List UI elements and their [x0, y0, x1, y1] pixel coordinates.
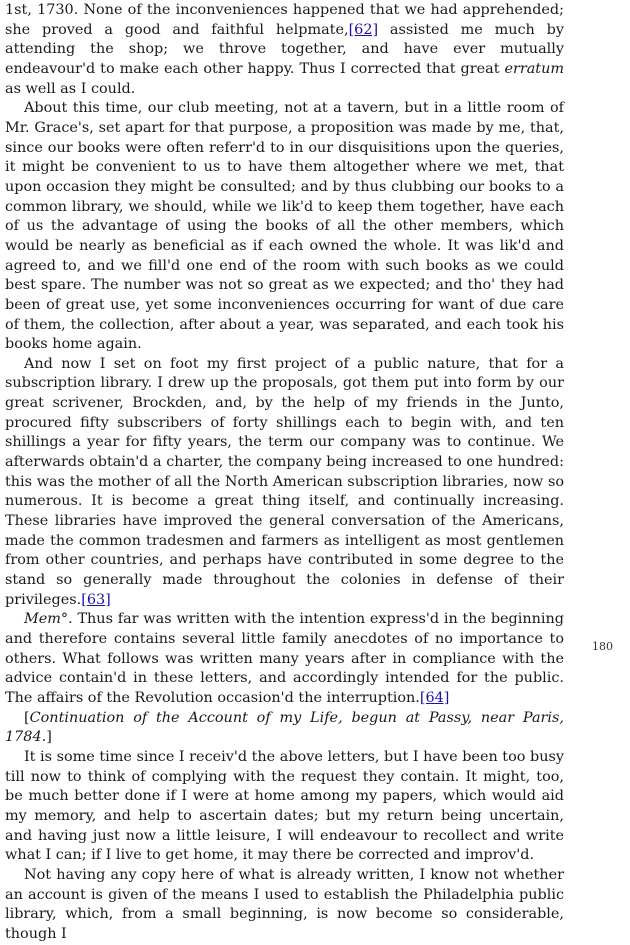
paragraph-text: And now I set on foot my first project of a public nature, that for a subscription library. I drew up the proposals, got them put into form by our great scrivener, Brockden, and, by the help of my friends in the Junto, procured fifty subscribers of forty shillings each to begin with, and ten shillings a year for fifty years, the term our company was to continue. We afterwards obtain'd a charter, the company being increased to one hundred: this was the mother of all the North American subscription libraries, now so numerous. It is become a great thing itself, and continually increasing. These libraries have improved the general conversation of the Americans, made the common tradesmen and farmers as intelligent as most gentlemen from other countries, and perhaps have contributed in some degree to the stand so generally made throughout the colonies in defense of their privileges. — [5, 355, 564, 608]
paragraph-no-copy — [5, 866, 564, 945]
paragraph-marriage-helpmate — [5, 1, 564, 99]
page-body — [5, 1, 564, 945]
paragraph-text: 1st, 1730. None of the inconveniences happened that we had apprehended; she proved a good and faithful helpmate, — [5, 2, 564, 38]
paragraph-received-letters — [5, 748, 564, 866]
footnote-link-63[interactable]: [63] — [81, 591, 111, 608]
paragraph-text: assisted me much by attending the shop; we throve together, and have ever mutually endeavour'd to make each other happy. Thus I corrected that great — [5, 21, 564, 77]
paragraph-text: It is some time since I receiv'd the above letters, but I have been too busy till now to think of complying with the request they contain. It might, too, be much better done if I were at home among my papers, which would aid my memory, and help to ascertain dates; but my return being uncertain, and having just now a little leisure, I will endeavour to recollect and write what I can; if I live to get home, it may there be corrected and improv'd. — [5, 748, 564, 864]
paragraph-text: Not having any copy here of what is already written, I know not whether an account is given of the means I used to establish the Philadelphia public library, which, from a small beginning, is now become so considerable, though I — [5, 866, 564, 942]
page-number: 180 — [592, 640, 613, 653]
paragraph-text: as well as I could. — [5, 80, 136, 97]
paragraph-text: Thus far was written with the intention express'd in the beginning and therefore contains several little family anecdotes of no importance to others. What follows was written many years after in compliance with the advice contain'd in these letters, and accordingly intended for the public. The affairs of the Revolution occasion'd the interruption. — [5, 611, 564, 706]
paragraph-continuation-heading — [5, 709, 564, 748]
paragraph-club-library — [5, 99, 564, 355]
footnote-link-62[interactable]: [62] — [348, 21, 379, 38]
emphasis-text: Mem°. — [24, 611, 73, 628]
bracket-open: [ — [24, 709, 30, 726]
paragraph-text: About this time, our club meeting, not at a tavern, but in a little room of Mr. Grace's, set apart for that purpose, a proposition was made by me, that, since our books were often referr'd to in our disquisitions upon the queries, it might be convenient to us to have them altogether where we met, that upon occasion they might be consulted; and by thus clubbing our books to a common library, we should, while we lik'd to keep them together, have each of us the advantage of using the books of all the other members, which would be nearly as beneficial as if each owned the whole. It was lik'd and agreed to, and we fill'd one end of the room with such books as we could best spare. The number was not so great as we expected; and tho' they had been of great use, yet some inconveniences occurring for want of due care of them, the collection, after about a year, was separated, and each took his books home again. — [5, 100, 564, 353]
emphasis-text: Continuation of the Account of my Life, begun at Passy, near Paris, 1784. — [5, 709, 564, 746]
footnote-link-64[interactable]: [64] — [419, 689, 450, 706]
emphasis-text: erratum — [504, 60, 564, 77]
paragraph-subscription-library — [5, 355, 564, 611]
paragraph-memo — [5, 610, 564, 708]
bracket-close: ] — [46, 729, 52, 746]
